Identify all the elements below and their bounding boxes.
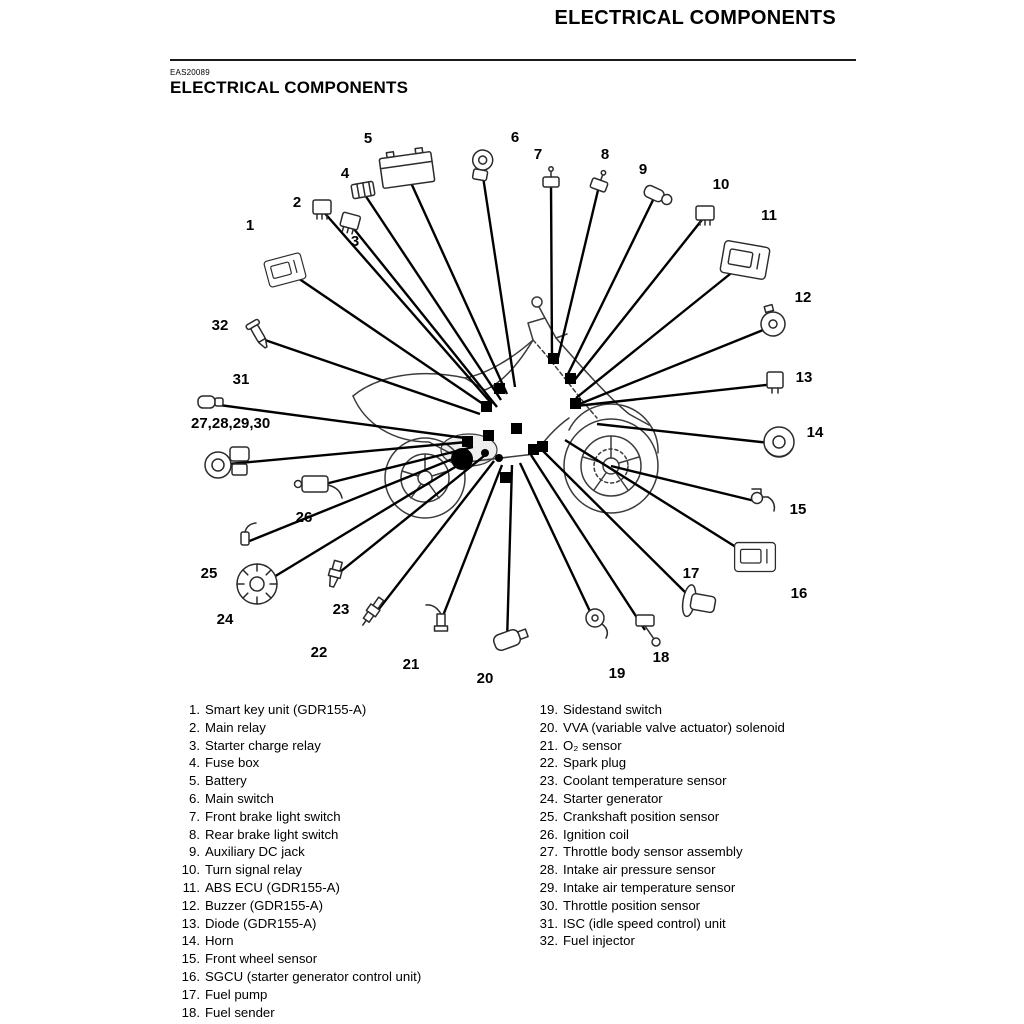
legend-item-number: 27. (539, 844, 558, 860)
legend-item (178, 719, 536, 737)
auxiliary-dc-jack-icon (642, 184, 673, 207)
callout-number: 26 (295, 509, 313, 526)
callout-number: 6 (510, 129, 520, 146)
callout-10-turn-signal-relay (573, 176, 729, 382)
leader-line (577, 326, 773, 405)
leader-line (259, 458, 470, 586)
smart-key-unit-icon (263, 252, 306, 287)
callout-number: 25 (200, 565, 218, 582)
callout-number: 8 (600, 146, 610, 163)
legend-item-text: Fuel injector (563, 933, 635, 949)
components-diagram (167, 112, 857, 696)
legend-item (536, 808, 785, 826)
callout-20-vva-solenoid (477, 465, 530, 687)
legend-item-text: ISC (idle speed control) unit (563, 915, 726, 931)
callout-6-main-switch (469, 129, 519, 387)
legend-item-number: 26. (539, 826, 558, 842)
leader-line (520, 463, 595, 622)
leader-line (531, 455, 645, 630)
leader-line (439, 465, 502, 626)
legend-item-number: 12. (181, 897, 200, 913)
legend-item (178, 950, 536, 968)
callout-18-fuel-sender (531, 455, 669, 666)
leader-line (557, 186, 599, 362)
page-header-title: ELECTRICAL COMPONENTS (554, 7, 836, 29)
front-brake-light-switch-icon (543, 167, 559, 187)
section-code: EAS20089 (170, 68, 210, 77)
legend-item (536, 737, 785, 755)
legend-item (178, 879, 536, 897)
leader-line (229, 442, 467, 464)
legend-item (536, 826, 785, 844)
leader-line (576, 262, 745, 398)
sgcu-icon (735, 543, 776, 572)
legend-item-number: 7. (189, 808, 200, 824)
callout-number: 27,28,29,30 (191, 415, 271, 432)
leader-line (350, 224, 497, 407)
legend-item-number: 3. (189, 737, 200, 753)
main-switch-icon (469, 148, 494, 181)
o2-sensor-icon (426, 605, 448, 631)
callout-15-front-wheel-sensor (611, 466, 806, 518)
callout-number: 15 (789, 501, 807, 518)
legend-item (178, 737, 536, 755)
legend-item-text: O₂ sensor (563, 737, 622, 753)
legend-item (536, 701, 785, 719)
header-rule (170, 59, 856, 61)
callout-number: 2 (292, 194, 302, 211)
legend-item (536, 861, 785, 879)
crankshaft-position-sensor-icon (241, 523, 256, 545)
legend-item-number: 16. (181, 968, 200, 984)
legend-item-number: 30. (539, 897, 558, 913)
callout-32-fuel-injector (212, 317, 480, 414)
legend-item-text: Sidestand switch (563, 702, 662, 717)
callout-number: 32 (211, 317, 229, 334)
leader-line (576, 384, 775, 406)
legend-item-number: 8. (189, 826, 200, 842)
legend-item-number: 17. (181, 986, 200, 1002)
leader-line (507, 465, 512, 642)
callout-3-starter-charge-relay (338, 212, 497, 407)
legend-item (178, 915, 536, 933)
callout-number: 23 (332, 601, 350, 618)
callout-number: 5 (363, 130, 373, 147)
legend-item (536, 772, 785, 790)
legend-item-text: Intake air temperature sensor (563, 879, 736, 895)
legend-item-text: Starter generator (563, 790, 663, 806)
legend-item (178, 986, 536, 1004)
callout-14-horn (597, 424, 824, 457)
legend-item (536, 932, 785, 950)
legend-item-text: ABS ECU (GDR155-A) (205, 879, 340, 895)
callout-number: 21 (402, 656, 420, 673)
legend-item-text: Fuel sender (205, 1004, 275, 1020)
legend-item-number: 2. (189, 719, 200, 735)
abs-ecu-icon (720, 240, 771, 280)
legend-item (536, 879, 785, 897)
legend-item-text: Battery (205, 773, 247, 789)
leader-line (292, 274, 486, 406)
legend-item-text: Diode (GDR155-A) (205, 915, 317, 931)
callout-17-fuel-pump (541, 449, 718, 621)
legend-item-text: Intake air pressure sensor (563, 862, 716, 878)
legend-item-text: Horn (205, 933, 234, 949)
legend-item-number: 24. (539, 790, 558, 806)
callout-number: 22 (310, 644, 328, 661)
legend-item-text: Spark plug (563, 755, 627, 771)
legend-item-number: 15. (181, 951, 200, 967)
legend-item (536, 843, 785, 861)
legend-item-number: 5. (189, 773, 200, 789)
diode-icon (767, 372, 783, 393)
legend-item-number: 6. (189, 790, 200, 806)
legend-item (536, 897, 785, 915)
vva-solenoid-icon (492, 625, 529, 652)
legend-item (178, 843, 536, 861)
coolant-temperature-sensor-icon (326, 560, 344, 588)
callout-number: 24 (216, 611, 234, 628)
callout-number: 3 (350, 233, 360, 250)
legend-item-text: Ignition coil (563, 826, 629, 842)
legend-item-text: Main switch (205, 790, 274, 806)
callout-11-abs-ecu (576, 207, 777, 398)
legend-item-text: VVA (variable valve actuator) solenoid (563, 719, 785, 735)
callout-9-auxiliary-dc-jack (567, 161, 674, 376)
callout-number: 13 (795, 369, 813, 386)
legend-item-number: 10. (181, 862, 200, 878)
section-title: ELECTRICAL COMPONENTS (170, 78, 409, 97)
legend-item (536, 719, 785, 737)
legend-item-number: 29. (539, 879, 558, 895)
callout-number: 9 (638, 161, 648, 178)
legend-item-number: 11. (182, 879, 200, 895)
callout-13-diode (576, 369, 812, 406)
spark-plug-icon (358, 596, 385, 629)
legend-item-text: Fuel pump (205, 986, 268, 1002)
legend-item-text: Main relay (205, 719, 266, 735)
legend (178, 701, 858, 1021)
front-wheel-sensor-icon (752, 489, 775, 511)
legend-item-text: Buzzer (GDR155-A) (205, 897, 323, 913)
callout-21-o2-sensor (403, 465, 502, 673)
horn-icon (764, 427, 794, 457)
legend-item (178, 772, 536, 790)
legend-item-number: 14. (181, 933, 200, 949)
legend-item-number: 4. (189, 755, 200, 771)
legend-item (178, 808, 536, 826)
leader-line (551, 182, 552, 359)
callout-number: 4 (340, 165, 350, 182)
legend-item (178, 861, 536, 879)
legend-item (178, 932, 536, 950)
legend-item-number: 18. (181, 1004, 200, 1020)
callout-number: 1 (245, 217, 255, 234)
leader-line (597, 424, 779, 444)
legend-item-number: 9. (189, 844, 200, 860)
legend-item-text: Crankshaft position sensor (563, 808, 720, 824)
legend-item-text: SGCU (starter generator control unit) (205, 968, 422, 984)
legend-item (178, 826, 536, 844)
legend-item-number: 20. (539, 719, 558, 735)
callout-number: 19 (608, 665, 626, 682)
legend-item (536, 915, 785, 933)
legend-item (178, 790, 536, 808)
legend-item-number: 25. (539, 808, 558, 824)
legend-item-number: 32. (539, 933, 558, 949)
legend-item (178, 701, 536, 719)
legend-column-right (536, 701, 785, 1021)
callout-4-fuse-box (341, 165, 501, 400)
callout-number: 14 (806, 424, 824, 441)
legend-item-text: Front wheel sensor (205, 951, 318, 967)
legend-item-text: Smart key unit (GDR155-A) (205, 702, 367, 717)
legend-item-text: Front brake light switch (205, 808, 341, 824)
legend-item-number: 1. (189, 702, 200, 717)
legend-item-number: 19. (539, 702, 558, 717)
callout-23-coolant-temperature-sensor (326, 456, 484, 618)
legend-item-number: 28. (539, 862, 558, 878)
legend-item-text: Starter charge relay (205, 737, 321, 753)
legend-item-text: Turn signal relay (205, 862, 302, 878)
legend-item (178, 897, 536, 915)
callout-number: 12 (794, 289, 812, 306)
callout-number: 17 (682, 565, 700, 582)
legend-item-number: 21. (539, 737, 558, 753)
legend-item-text: Fuse box (205, 755, 260, 771)
buzzer-icon (756, 303, 787, 339)
callout-number: 20 (476, 670, 494, 687)
leader-line (262, 339, 480, 414)
leader-line (407, 174, 507, 394)
legend-item-text: Throttle body sensor assembly (563, 844, 743, 860)
fuel-sender-icon (636, 615, 660, 646)
legend-item-text: Throttle position sensor (563, 897, 701, 913)
battery-icon (378, 147, 434, 189)
fuel-pump-icon (680, 584, 717, 621)
callout-number: 10 (712, 176, 730, 193)
legend-item-text: Rear brake light switch (205, 826, 339, 842)
callout-number: 18 (652, 649, 670, 666)
callout-number: 7 (533, 146, 543, 163)
ignition-coil-icon (295, 476, 343, 498)
legend-item-text: Auxiliary DC jack (205, 844, 305, 860)
legend-item-number: 22. (539, 755, 558, 771)
isc-unit-icon (198, 396, 223, 408)
fuel-injector-icon (245, 319, 272, 351)
legend-item (536, 754, 785, 772)
callout-number: 31 (232, 371, 250, 388)
legend-item-number: 31. (539, 915, 558, 931)
legend-item-number: 13. (181, 915, 200, 931)
callout-number: 16 (790, 585, 808, 602)
callout-8-rear-brake-light-switch (557, 146, 612, 362)
legend-item-number: 23. (539, 773, 558, 789)
leader-line (482, 170, 515, 387)
rear-wheel (385, 438, 465, 518)
callout-2-main-relay (293, 194, 492, 404)
legend-item (536, 790, 785, 808)
legend-item-text: Coolant temperature sensor (563, 773, 727, 789)
starter-generator-icon (237, 564, 277, 604)
rear-brake-light-switch-icon (590, 168, 612, 192)
legend-column-left (178, 701, 536, 1021)
callout-7-front-brake-light-switch (534, 146, 559, 359)
leader-line (573, 216, 705, 382)
callout-number: 11 (761, 207, 777, 224)
legend-item (178, 754, 536, 772)
sidestand-switch-icon (586, 609, 607, 638)
legend-item (178, 1004, 536, 1022)
legend-item (178, 968, 536, 986)
fuse-box-icon (351, 181, 375, 199)
leader-line (567, 196, 655, 376)
